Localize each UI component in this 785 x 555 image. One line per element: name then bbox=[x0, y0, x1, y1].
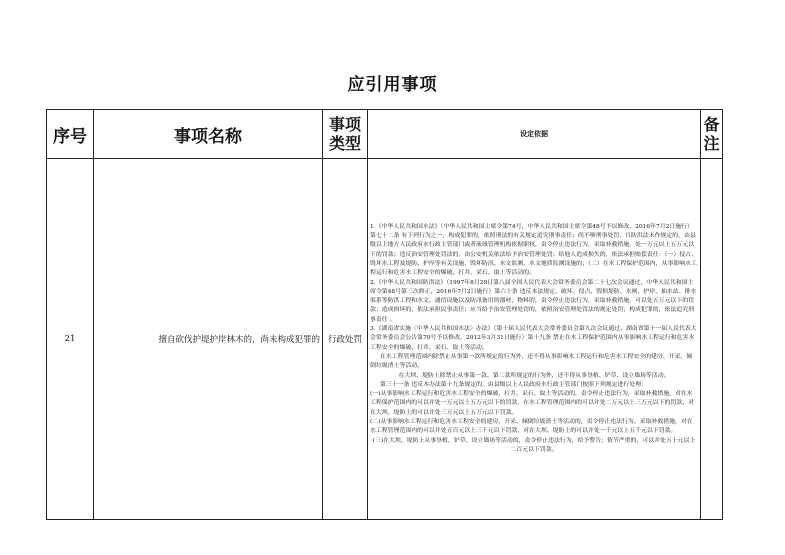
table-row bbox=[47, 159, 723, 520]
basis-paragraph: 在水工程管理范围内除禁止从事第一款所规定的行为外，还不得从事影响水工程运行和危害水工程安全的建房、开采、倾倒垃圾渣土等活动。 bbox=[370, 353, 693, 370]
cell-seq: 21 bbox=[47, 159, 94, 520]
header-note: 备注 bbox=[701, 110, 723, 159]
basis-paragraph: 2.《中华人民共和国防洪法》（1997年8月29日第八届全国人民代表大会常务委员会第二十七次会议通过，中华人民共和国主席令第48号第三次修正，2016年7月2日施行）第六十条 违反本法规定，破坏、侵占、毁损堤防、水闸、护岸、抽水站、排水渠系等防洪工程和水文、通信设施以及防汛备用的器材、物料的，责令停止违法行为，采取补救措施，可以处五万元以下的罚款；造成损坏的，依法承担民事责任；应当给予治安管理处罚的，依照治安管理处罚法的规定处罚；构成犯罪的，依法追究刑事责任 。 bbox=[370, 279, 697, 323]
page-title: 应引用事项 bbox=[347, 75, 438, 95]
basis-paragraph: 3.《湖南省实施〈中华人民共和国水法〉办法》（第十届人民代表大会常务委员会第九次会议通过，湖南省第十一届人民代表大会常务委员会公告第70号予以修改，2012年3月31日施行）第十九条 禁止在水工程保护范围内从事影响水工程运行和危害水工程安全的爆破、打井、采石、取土等活动。 bbox=[370, 326, 697, 351]
basis-paragraph: (三)在大坝、堤防上从事垦植、铲草、设立墙场等活动的，责令停止违法行为，给予警告；情节严重的，可以并处五十元以上二百元以下罚款。 bbox=[372, 437, 696, 453]
basis-paragraph: 1.《中华人民共和国水法》（中华人民共和国主席令第74号，中华人民共和国主席令第48号予以修改，2016年7月2日施行）第七十二条 有下列行为之一，构成犯罪的，依照刑法的有关规定追究刑事责任；尚不够刑事处罚，且防洪法未作规定的，由县级以上地方人民政府水行政主管部门或者流域管理机构依据职权，责令停止违法行为，采取补救措施，处一万元以上五万元以下的罚款；违反治安管理处罚法的，由公安机关依法给予治安管理处罚；给他人造成损失的，依法承担赔偿责任：（一）侵占、毁坏水工程及堤防、护岸等有关设施，毁坏防汛、水文监测、水文地质监测设施的；（二）在水工程保护范围内，从事影响水工程运行和危害水工程安全的爆破、打井、采石、取土等活动的。 bbox=[370, 223, 697, 277]
header-seq: 序号 bbox=[47, 110, 94, 159]
header-type: 事项类型 bbox=[323, 110, 368, 159]
table-header-row bbox=[47, 110, 723, 159]
header-basis: 设定依据 bbox=[368, 110, 701, 159]
cell-name: 擅自砍伐护堤护岸林木的，尚未构成犯罪的 bbox=[94, 159, 323, 520]
cell-note bbox=[701, 159, 723, 520]
matters-table bbox=[46, 109, 723, 520]
cell-type: 行政处罚 bbox=[323, 159, 368, 520]
header-name: 事项名称 bbox=[94, 110, 323, 159]
basis-paragraph: 第三十一条 违反本办法第十九条规定的，由县级以上人民政府水行政主管部门按照下列规定进行处理： bbox=[380, 381, 647, 388]
basis-paragraph: (一)从事影响水工程运行和危害水工程安全的爆破、打井、采石、取土等活动的，责令停止违法行为，采取补救措施，对在水工程保护范围内的可以并处一万元以上五万元以下的罚款，在水工程管理范围内的可以并处二万元以上三万元以下的罚款，对在大坝、堤防上的可以并处三万元以上五万元以下罚款。 bbox=[370, 391, 694, 416]
cell-basis bbox=[368, 159, 701, 520]
basis-paragraph: 在大坝、堤防上除禁止从事第一款、第二款所规定的行为外，还不得从事垦植、铲草、设立墙场等活动。 bbox=[398, 372, 670, 379]
basis-paragraph: (二)从事影响水工程运行和危害水工程安全的建房、开采、倾倒垃圾渣土等活动的，责令停止违法行为、采取补救措施，对在水工程管理范围内的可以并处五百元以上三千元以下罚款，对在大坝、堤防上的可以并处一千元以上五千元以下罚款。 bbox=[370, 419, 693, 435]
